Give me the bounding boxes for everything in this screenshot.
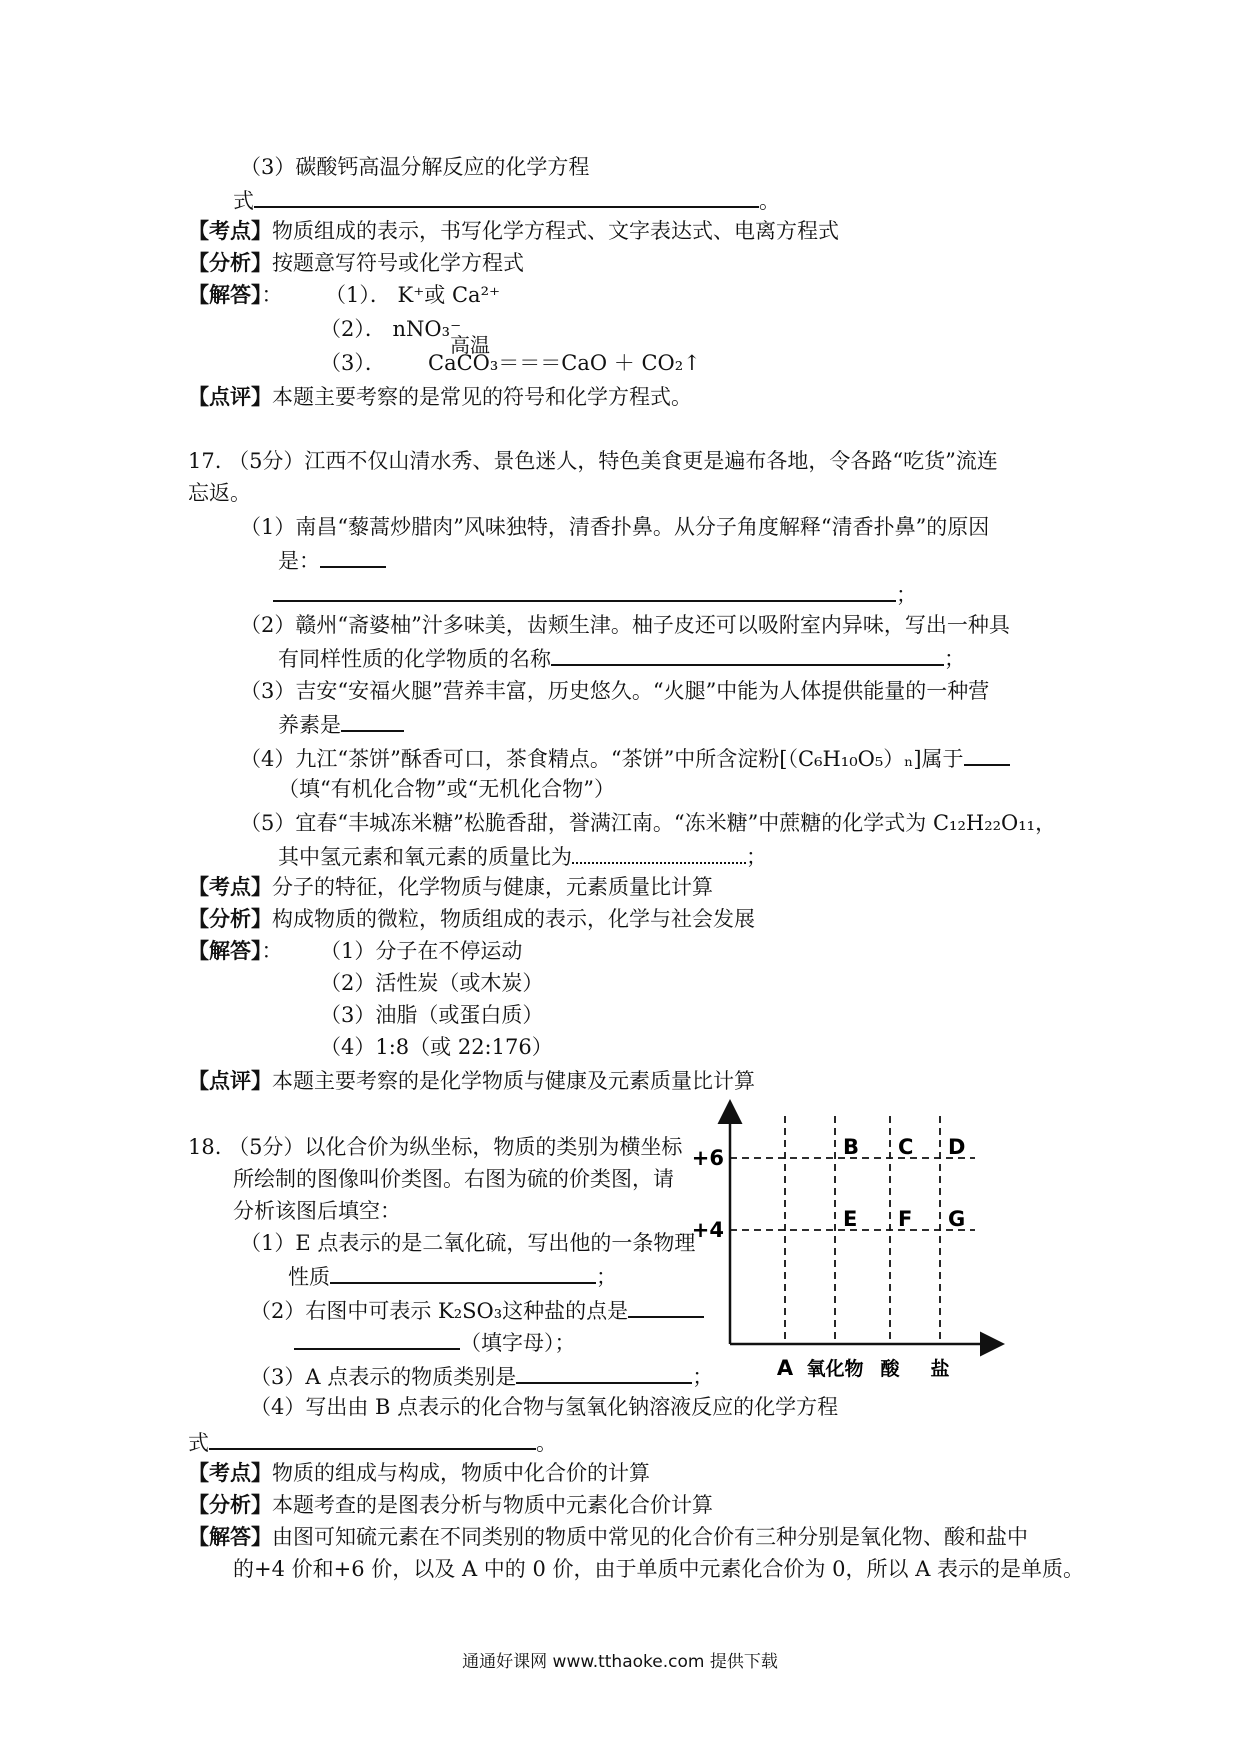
point-G: G (948, 1207, 966, 1231)
q18-item2-b: （填字母）； (294, 1326, 576, 1358)
q18-stem-1: 18. （5分）以化合价为纵坐标，物质的类别为横坐标 (188, 1135, 683, 1159)
q17-blank4[interactable] (964, 742, 1010, 766)
q18-stem-2: 所绘制的图像叫价类图。右图为硫的价类图，请 (233, 1167, 674, 1191)
q17-item4-a: （4）九江“茶饼”酥香可口，茶食精点。“茶饼”中所含淀粉[（C₆H₁₀O₅）ₙ]属于 (240, 742, 1010, 774)
q18-stem-3: 分析该图后填空： (233, 1199, 401, 1223)
q17-ans4: （4）1:8（或 22:176） (320, 1035, 553, 1059)
q16-item3-cont: 式 。 (233, 184, 780, 216)
q18-item4-a: （4）写出由 B 点表示的化合物与氢氧化钠溶液反应的化学方程 (250, 1395, 839, 1419)
q18-fenxi: 【分析】本题考查的是图表分析与物质中元素化合价计算 (188, 1492, 713, 1517)
q17-blank2[interactable] (551, 642, 944, 666)
q17-item1-a: （1）南昌“藜蒿炒腊肉”风味独特，清香扑鼻。从分子角度解释“清香扑鼻”的原因 (240, 515, 990, 539)
q17-item4-b: （填“有机化合物”或“无机化合物”） (278, 777, 615, 801)
x-tick-label: 氧化物 (806, 1358, 864, 1380)
q17-blank5[interactable] (572, 840, 746, 864)
q17-item3-b: 养素是 (278, 708, 404, 740)
point-B: B (843, 1135, 860, 1159)
point-F: F (898, 1207, 913, 1231)
q17-item1-b: 是： (278, 544, 386, 576)
q16-item3: （3）碳酸钙高温分解反应的化学方程 (240, 155, 590, 179)
q17-dianping: 【点评】本题主要考察的是化学物质与健康及元素质量比计算 (188, 1068, 755, 1093)
q16-dianping: 【点评】本题主要考察的是常见的符号和化学方程式。 (188, 384, 692, 409)
q17-item5-a: （5）宜春“丰城冻米糖”松脆香甜，誉满江南。“冻米糖”中蔗糖的化学式为 C₁₂H₂₂O₁₁， (240, 811, 1057, 835)
q17-ans2: （2）活性炭（或木炭） (320, 971, 544, 995)
q18-blank2-b[interactable] (294, 1326, 460, 1350)
q16-ans3-condition: 高温 (450, 333, 490, 357)
q17-fenxi: 【分析】构成物质的微粒，物质组成的表示，化学与社会发展 (188, 906, 755, 931)
q18-kaodian: 【考点】物质的组成与构成，物质中化合价的计算 (188, 1460, 650, 1485)
y-tick-label: +6 (691, 1146, 724, 1170)
q18-jieda-1: 【解答】由图可知硫元素在不同类别的物质中常见的化合价有三种分别是氧化物、酸和盐中 (188, 1524, 1028, 1549)
q17-jieda: 【解答】： (188, 938, 283, 963)
q17-item1-c: ； (273, 578, 917, 610)
q18-item1-b: 性质 ； (288, 1260, 617, 1292)
q17-stem-1: 17. （5分）江西不仅山清水秀、景色迷人，特色美食更是遍布各地，令各路“吃货”流连 (188, 449, 998, 473)
q17-kaodian: 【考点】分子的特征，化学物质与健康，元素质量比计算 (188, 874, 713, 899)
q17-item2-a: （2）赣州“斋婆柚”汁多味美，齿颊生津。柚子皮还可以吸附室内异味，写出一种具 (240, 613, 1010, 637)
q18-item1-a: （1）E 点表示的是二氧化硫，写出他的一条物理 (240, 1231, 696, 1255)
q17-blank3[interactable] (341, 708, 404, 732)
page-footer: 通通好课网 www.tthaoke.com 提供下载 (462, 1652, 778, 1672)
q17-ans3: （3）油脂（或蛋白质） (320, 1003, 544, 1027)
q18-blank1[interactable] (330, 1260, 596, 1284)
q18-item2-a: （2）右图中可表示 K₂SO₃这种盐的点是 (250, 1294, 704, 1326)
q16-ans3-label: （3）． (320, 351, 386, 375)
q18-jieda-2: 的+4 价和+6 价，以及 A 中的 0 价，由于单质中元素化合价为 0，所以 A 表示的是单质。 (233, 1557, 1085, 1581)
q17-stem-2: 忘返。 (188, 481, 251, 505)
q17-item3-a: （3）吉安“安福火腿”营养丰富，历史悠久。“火腿”中能为人体提供能量的一种营 (240, 679, 990, 703)
q16-answer-blank[interactable] (254, 184, 759, 208)
q17-ans1: （1）分子在不停运动 (320, 939, 523, 963)
point-C: C (898, 1135, 914, 1159)
q18-blank4[interactable] (209, 1426, 536, 1450)
x-tick-label: 盐 (930, 1358, 950, 1380)
x-tick-label: 酸 (880, 1358, 900, 1380)
point-D: D (948, 1135, 966, 1159)
q16-fenxi: 【分析】按题意写符号或化学方程式 (188, 250, 524, 275)
q17-blank1-b[interactable] (273, 578, 896, 602)
valence-class-chart (690, 1098, 1010, 1408)
q16-ans1: （1）． K⁺或 Ca²⁺ (325, 283, 501, 307)
point-A: A (776, 1356, 794, 1380)
point-E: E (843, 1207, 858, 1231)
q16-kaodian: 【考点】物质组成的表示，书写化学方程式、文字表达式、电离方程式 (188, 218, 839, 243)
q17-blank1-a[interactable] (320, 544, 386, 568)
q18-item3: （3）A 点表示的物质类别是 ； (250, 1360, 713, 1392)
y-tick-label: +4 (691, 1218, 724, 1242)
q17-item2-b: 有同样性质的化学物质的名称 ； (278, 642, 965, 674)
q16-ans3-equation: CaCO₃＝＝＝CaO ＋ CO₂↑ (428, 351, 701, 375)
q18-item4-b: 式 。 (188, 1426, 557, 1458)
q16-ans2: （2）． nNO₃⁻ (320, 317, 462, 341)
q17-item5-b: 其中氢元素和氧元素的质量比为 ； (278, 840, 767, 872)
q16-jieda: 【解答】： (188, 282, 283, 307)
q18-blank3[interactable] (516, 1360, 692, 1384)
